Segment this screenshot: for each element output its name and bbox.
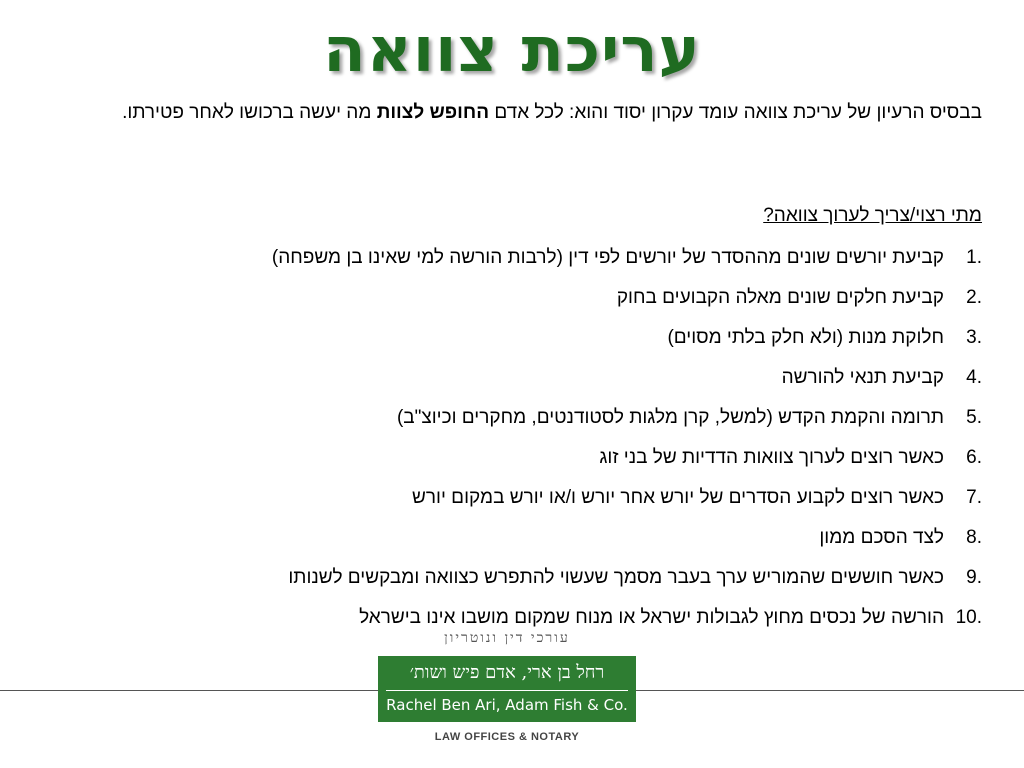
list-item — [42, 278, 982, 318]
list-item — [42, 238, 982, 278]
list-item-number: 5. — [966, 407, 982, 428]
list-item-number: 6. — [966, 447, 982, 468]
intro-text-end: מה יעשה ברכושו לאחר פטירתו. — [122, 102, 377, 123]
list-item-text: קביעת חלקים שונים מאלה הקבועים בחוק — [616, 287, 944, 308]
list-item-number: 10. — [955, 607, 982, 628]
intro-paragraph — [42, 92, 982, 134]
list-item — [42, 558, 982, 598]
logo-name-hebrew: רחל בן ארי, אדם פיש ושות׳ — [409, 662, 605, 683]
list-item-number: 8. — [966, 527, 982, 548]
list-item-text: תרומה והקמת הקדש (למשל, קרן מלגות לסטודנטים, מחקרים וכיוצ"ב) — [396, 407, 944, 428]
list-item-text: קביעת תנאי להורשה — [781, 367, 944, 388]
list-item — [42, 358, 982, 398]
page-title: עריכת צוואה — [323, 13, 701, 86]
list-item-text: חלוקת מנות (ולא חלק בלתי מסוים) — [667, 327, 944, 348]
list-item-number: 1. — [966, 247, 982, 268]
reasons-list — [42, 238, 982, 638]
list-item — [42, 438, 982, 478]
list-item-number: 2. — [966, 287, 982, 308]
list-item-text: הורשה של נכסים מחוץ לגבולות ישראל או מנוח שמקום מושבו אינו בישראל — [359, 607, 944, 628]
list-item-text: כאשר חוששים שהמוריש ערך בעבר מסמך שעשוי להתפרש כצוואה ומבקשים לשנותו — [288, 567, 944, 588]
list-item-number: 7. — [966, 487, 982, 508]
list-item-text: כאשר רוצים לקבוע הסדרים של יורש אחר יורש ו/או יורש במקום יורש — [412, 487, 944, 508]
section-heading: מתי רצוי/צריך לערוך צוואה? — [763, 205, 982, 226]
list-item — [42, 518, 982, 558]
list-item-number: 4. — [966, 367, 982, 388]
logo-divider — [386, 690, 628, 691]
intro-bold-phrase: החופש לצוות — [376, 102, 490, 123]
list-item-number: 3. — [966, 327, 982, 348]
list-item-text: קביעת יורשים שונים מההסדר של יורשים לפי דין (לרבות הורשה למי שאינו בן משפחה) — [271, 247, 944, 268]
logo-name-english: Rachel Ben Ari, Adam Fish & Co. — [386, 696, 628, 714]
firm-logo — [378, 656, 636, 722]
list-item-text: לצד הסכם ממון — [819, 527, 944, 548]
list-item — [42, 398, 982, 438]
logo-tagline: LAW OFFICES & NOTARY — [434, 731, 580, 743]
logo-subtitle: עורכי דין ונוטריון — [444, 630, 570, 646]
intro-text-start: בבסיס הרעיון של עריכת צוואה עומד עקרון יסוד והוא: לכל אדם — [489, 102, 982, 123]
list-item-number: 9. — [966, 567, 982, 588]
list-item — [42, 318, 982, 358]
list-item — [42, 478, 982, 518]
list-item-text: כאשר רוצים לערוך צוואות הדדיות של בני זוג — [599, 447, 944, 468]
